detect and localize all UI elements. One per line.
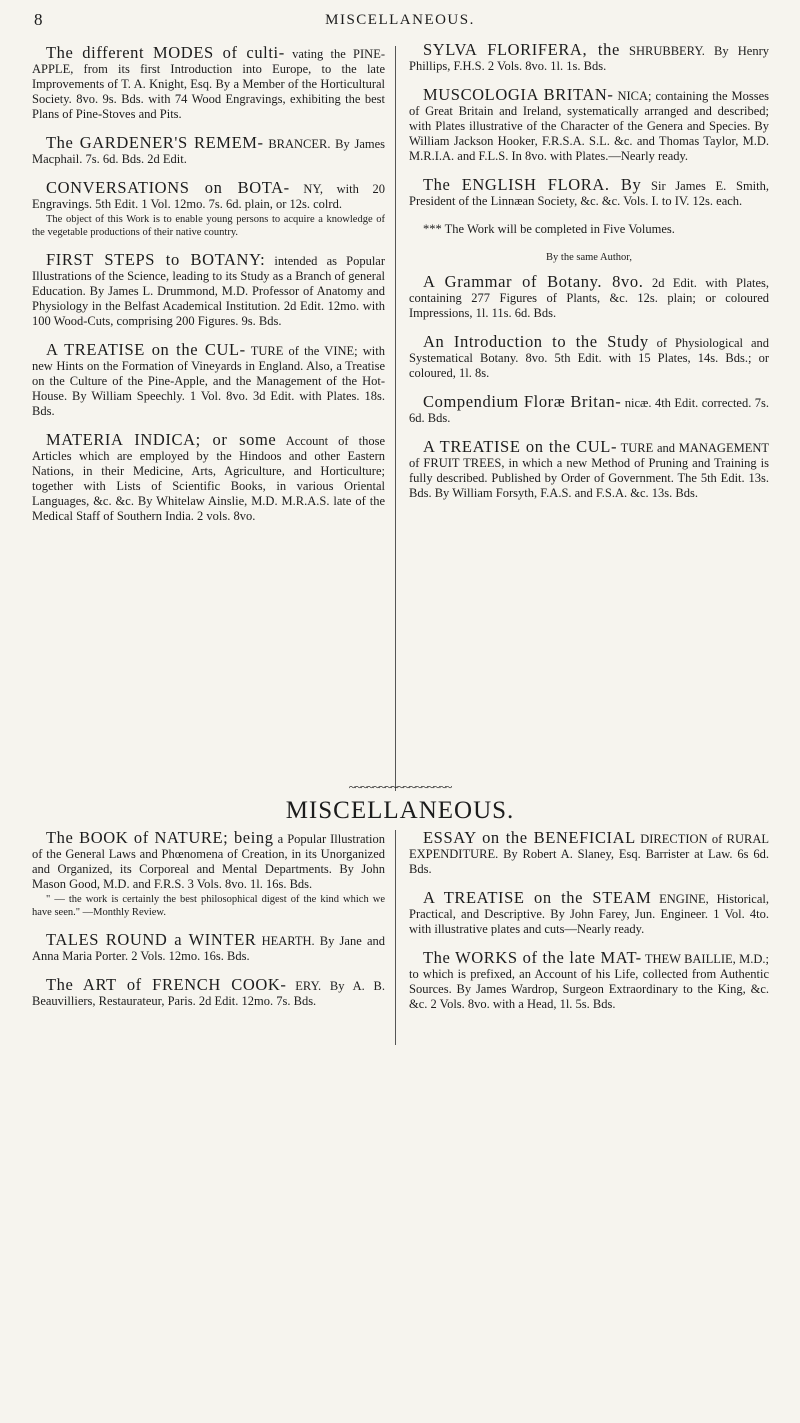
book-entry	[32, 432, 385, 524]
entry-title: The ART of FRENCH COOK-	[46, 975, 287, 994]
book-entry	[409, 950, 769, 1012]
entry-body: intended as Popular Illustrations of the Science, leading to its Study as a Branch of general Education. By James L. Drummond, M.D. Professor of Anatomy and Physiology in the Belfast Academical Institution. 2d Edit. 12mo. with 100 Wood-Cuts, comprising 200 Figures. 9s. Bds.	[32, 254, 385, 328]
column-divider-top	[395, 46, 396, 791]
by-same-author: By the same Author,	[546, 252, 632, 263]
book-entry	[32, 180, 385, 239]
book-entry	[32, 342, 385, 419]
entry-body: vating the PINE-APPLE, from its first Introduction into Europe, to the late Improvements of T. A. Knight, Esq. By a Member of the Horticultural Society. 8vo. 9s. Bds. with 74 Wood Engravings, exhibiting the best Plans of Pine-Stoves and Pits.	[32, 47, 385, 121]
book-entry	[409, 439, 769, 501]
entry-body: of Physiological and Systematical Botany. 8vo. 5th Edit. with 15 Plates, 14s. Bds.; or coloured, 1l. 8s.	[409, 336, 769, 380]
book-entry	[409, 87, 769, 164]
book-entry	[409, 830, 769, 877]
entry-body: BRANCER. By James Macphail. 7s. 6d. Bds. 2d Edit.	[32, 137, 386, 166]
entry-body: TURE and MANAGEMENT of FRUIT TREES, in which a new Method of Pruning and Training is fully described. Published by Order of Government. The 5th Edit. 13s. Bds. By William Forsyth, F.A.S. and F.S.A. &c. 13s. Bds.	[409, 441, 769, 500]
entry-note: " — the work is certainly the best philosophical digest of the kind which we have seen." —Monthly Review.	[32, 894, 385, 918]
book-entry	[409, 394, 769, 426]
entry-title: MATERIA INDICA; or some	[46, 430, 277, 449]
book-entry	[409, 274, 769, 321]
book-entry	[32, 830, 385, 919]
entry-title: TALES ROUND a WINTER	[46, 930, 257, 949]
entry-title: The WORKS of the late MAT-	[423, 948, 642, 967]
entry-title: Compendium Floræ Britan-	[423, 392, 622, 411]
running-head	[0, 8, 800, 36]
book-entry	[32, 135, 385, 167]
entry-body: Account of those Articles which are employed by the Hindoos and other Eastern Nations, in their Medicine, Arts, Agriculture, and Horticulture; together with Lists of Scientific Books, in various Oriental Languages, &c. &c. By Whitelaw Ainslie, M.D. M.R.A.S. late of the Medical Staff of Southern India. 2 vols. 8vo.	[32, 434, 385, 523]
book-entry	[32, 252, 385, 329]
running-title: MISCELLANEOUS.	[325, 12, 475, 28]
entry-title: The BOOK of NATURE; being	[46, 828, 274, 847]
entry-title: A TREATISE on the CUL-	[46, 340, 246, 359]
entry-title: CONVERSATIONS on BOTA-	[46, 178, 290, 197]
entry-body: SHRUBBERY. By Henry Phillips, F.H.S. 2 Vols. 8vo. 1l. 1s. Bds.	[409, 44, 769, 73]
column-divider-bottom	[395, 830, 396, 1045]
page-number: 8	[34, 10, 43, 29]
entry-title: A Grammar of Botany. 8vo.	[423, 272, 644, 291]
entry-title: A TREATISE on the STEAM	[423, 888, 652, 907]
entry-title: A TREATISE on the CUL-	[423, 437, 618, 456]
entry-title: ESSAY on the BENEFICIAL	[423, 828, 636, 847]
column-c	[32, 830, 385, 1022]
entry-note: The object of this Work is to enable young persons to acquire a knowledge of the vegetable productions of their native country.	[32, 214, 385, 238]
book-entry	[409, 334, 769, 381]
entry-title: The different MODES of culti-	[46, 43, 285, 62]
entry-title: FIRST STEPS to BOTANY:	[46, 250, 266, 269]
column-a	[32, 45, 385, 537]
completion-notice: *** The Work will be completed in Five Volumes.	[423, 222, 675, 236]
entry-title: The ENGLISH FLORA. By	[423, 175, 642, 194]
entry-body: a Popular Illustration of the General Laws and Phœnomena of Creation, in its Unorganized and Organized, its Corporeal and Mental Departments. By John Mason Good, M.D. and F.R.S. 3 Vols. 8vo. 1l. 16s. Bds.	[32, 832, 385, 891]
entry-body: Sir James E. Smith, President of the Linnæan Society, &c. &c. Vols. I. to IV. 12s. each.	[409, 179, 769, 208]
section-heading: MISCELLANEOUS.	[285, 797, 515, 824]
column-d	[409, 830, 769, 1025]
book-entry	[409, 890, 769, 937]
entry-body: NY, with 20 Engravings. 5th Edit. 1 Vol. 12mo. 7s. 6d. plain, or 12s. colrd.	[32, 182, 386, 211]
book-entry	[409, 177, 769, 209]
entry-body: ENGINE, Historical, Practical, and Descriptive. By John Farey, Jun. Engineer. 1 Vol. 4to. with illustrative plates and cuts—Nearly ready.	[409, 892, 769, 936]
entry-title: The GARDENER'S REMEM-	[46, 133, 264, 152]
entry-title: SYLVA FLORIFERA, the	[423, 40, 620, 59]
ornamental-rule: ~~~~~~~~~~~~~~~~~	[348, 779, 452, 794]
entry-title: MUSCOLOGIA BRITAN-	[423, 85, 614, 104]
book-entry	[409, 42, 769, 74]
entry-body: TURE of the VINE; with new Hints on the Formation of Vineyards in England. Also, a Treatise on the Culture of the Pine-Apple, and the Management of the Hot-House. By William Speechly. 1 Vol. 8vo. 3d Edit. with Plates. 18s. Bds.	[32, 344, 385, 418]
column-b	[409, 42, 769, 514]
entry-title: An Introduction to the Study	[423, 332, 649, 351]
book-entry	[32, 977, 385, 1009]
entry-body: THEW BAILLIE, M.D.; to which is prefixed, an Account of his Life, collected from Authentic Sources. By James Wardrop, Surgeon Extraordinary to the King, &c. &c. 2 Vols. 8vo. with a Head, 1l. 5s. Bds.	[409, 952, 769, 1011]
entry-body: NICA; containing the Mosses of Great Britain and Ireland, systematically arranged and described; with Plates illustrative of the Character of the Genera and Species. By William Jackson Hooker, F.R.S.A. S.L. &c. and Thomas Taylor, M.D. M.R.I.A. and F.L.S. In 8vo. with Plates.—Nearly ready.	[409, 89, 770, 163]
entry-body: 2d Edit. with Plates, containing 277 Figures of Plants, &c. 12s. plain; or coloured Impressions, 1l. 11s. 6d. Bds.	[409, 276, 770, 320]
entry-body: nicæ. 4th Edit. corrected. 7s. 6d. Bds.	[409, 396, 770, 425]
book-entry	[32, 45, 385, 122]
entry-body: ERY. By A. B. Beauvilliers, Restaurateur, Paris. 2d Edit. 12mo. 7s. Bds.	[32, 979, 386, 1008]
book-entry	[32, 932, 385, 964]
entry-body: DIRECTION of RURAL EXPENDITURE. By Robert A. Slaney, Esq. Barrister at Law. 6s 6d. Bds.	[409, 832, 770, 876]
entry-body: HEARTH. By Jane and Anna Maria Porter. 2 Vols. 12mo. 16s. Bds.	[32, 934, 385, 963]
